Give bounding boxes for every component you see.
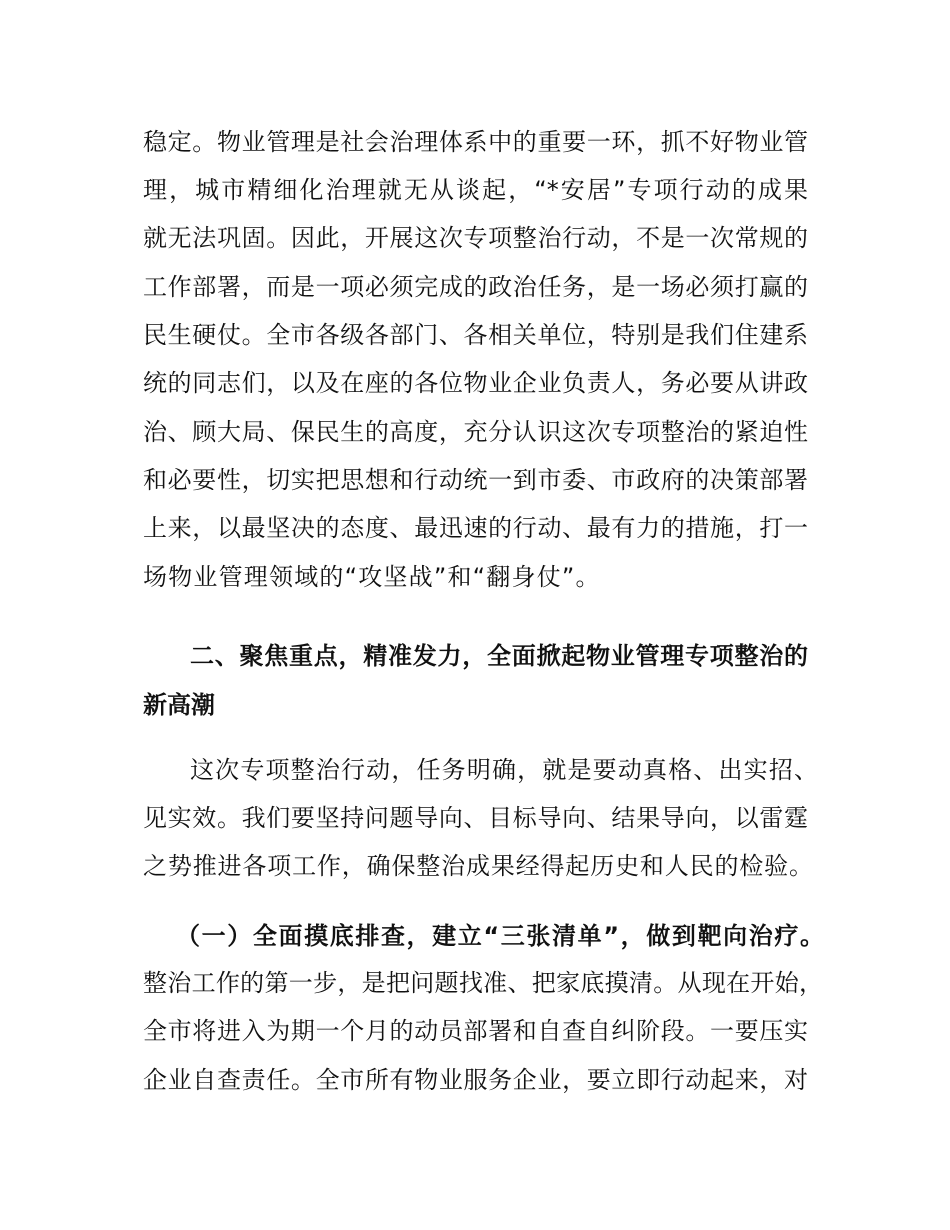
text-line: 治、顾大局、保民生的高度，充分认识这次专项整治的紧迫性	[143, 418, 808, 446]
subsection-title: （一）全面摸底排查，建立“三张清单”，做到靶向治疗。	[176, 922, 824, 950]
text-line: 和必要性，切实把思想和行动统一到市委、市政府的决策部署	[143, 466, 808, 494]
heading-line: 新高潮	[143, 691, 215, 719]
text-line: 场物业管理领域的“攻坚战”和“翻身仗”。	[143, 563, 601, 591]
heading-line: 二、聚焦重点，精准发力，全面掀起物业管理专项整治的	[190, 642, 808, 670]
text-line: 企业自查责任。全市所有物业服务企业，要立即行动起来，对	[143, 1066, 808, 1094]
text-line: 整治工作的第一步，是把问题找准、把家底摸清。从现在开始，	[143, 969, 823, 997]
text-line: 见实效。我们要坚持问题导向、目标导向、结果导向，以雷霆	[143, 804, 808, 832]
text-line: 这次专项整治行动，任务明确，就是要动真格、出实招、	[190, 756, 818, 784]
text-line: 民生硬仗。全市各级各部门、各相关单位，特别是我们住建系	[143, 321, 808, 349]
text-line: 稳定。物业管理是社会治理体系中的重要一环，抓不好物业管	[143, 128, 808, 156]
text-line: 就无法巩固。因此，开展这次专项整治行动，不是一次常规的	[143, 224, 808, 252]
text-line: 全市将进入为期一个月的动员部署和自查自纠阶段。一要压实	[143, 1017, 808, 1045]
text-line: 上来，以最坚决的态度、最迅速的行动、最有力的措施，打一	[143, 514, 808, 542]
text-line: 之势推进各项工作，确保整治成果经得起历史和人民的检验。	[143, 852, 813, 880]
text-line: 工作部署，而是一项必须完成的政治任务，是一场必须打赢的	[143, 273, 808, 301]
text-line: 统的同志们，以及在座的各位物业企业负责人，务必要从讲政	[143, 369, 808, 397]
text-line: 理，城市精细化治理就无从谈起，“*安居”专项行动的成果	[143, 176, 808, 204]
